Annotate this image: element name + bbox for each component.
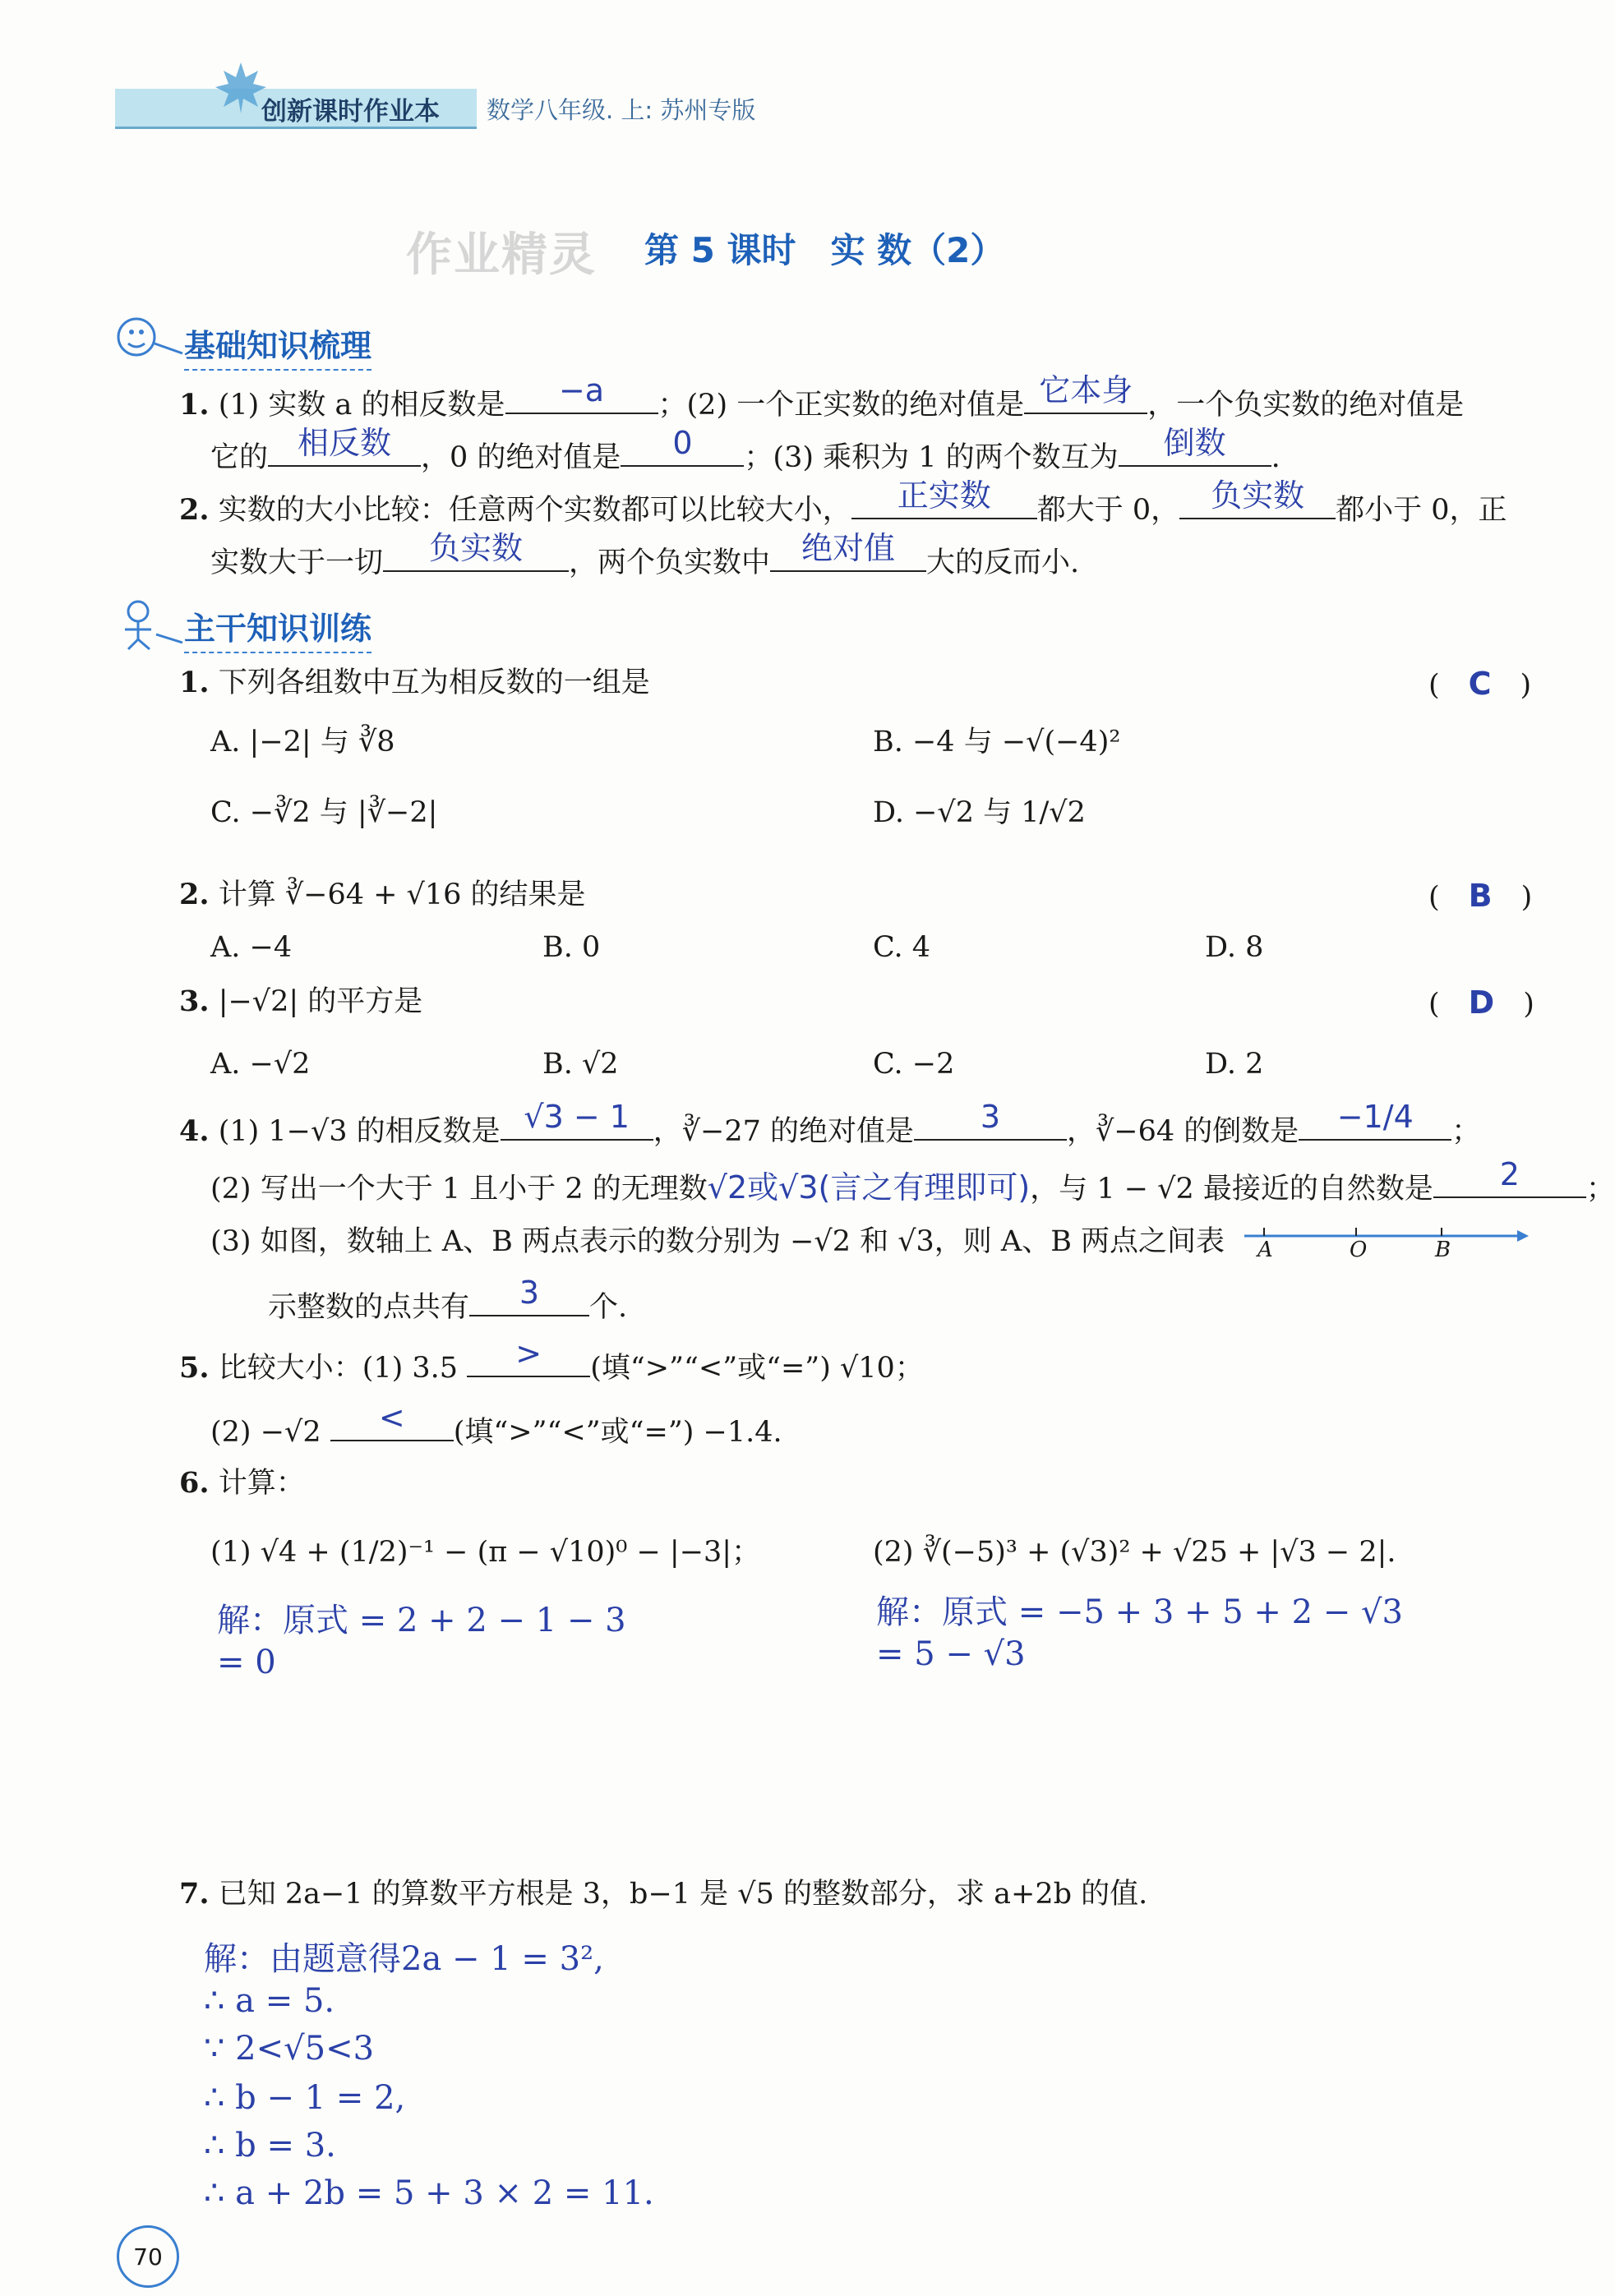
q-number: 1.: [179, 666, 210, 699]
answer-blank[interactable]: [914, 1099, 1067, 1141]
option-d[interactable]: D. 8: [1205, 931, 1264, 964]
answer: 3: [519, 1275, 540, 1311]
option-c[interactable]: C. −2: [873, 1048, 955, 1081]
text: ，∛−64 的倒数是: [1066, 1115, 1299, 1148]
text: 下列各组数中互为相反数的一组是: [218, 666, 650, 699]
text: 计算 ∛−64 + √16 的结果是: [218, 878, 586, 911]
answer: 负实数: [429, 530, 524, 566]
header-brand: 创新课时作业本: [261, 97, 440, 127]
text: ；(2) 一个正实数的绝对值是: [658, 389, 1025, 422]
main-q6-sol1-l1: 解：原式 = 2 + 2 − 1 − 3: [217, 1602, 626, 1639]
text: ，一个负实数的绝对值是: [1147, 389, 1465, 422]
main-q5-line1: [179, 1335, 924, 1387]
answer-blank[interactable]: [770, 530, 926, 572]
basic-q1-line1: [179, 372, 1465, 424]
main-q6-sol1-l2: = 0: [217, 1644, 276, 1681]
answer-paren: ( C ): [1428, 666, 1532, 702]
section-main-title: 主干知识训练: [184, 603, 371, 653]
main-q7-sol-l1: 解：由题意得2a − 1 = 3²,: [204, 1940, 604, 1978]
text: ；: [1585, 1173, 1615, 1206]
text: (2) 写出一个大于 1 且小于 2 的无理数: [210, 1173, 708, 1206]
text: |−√2| 的平方是: [218, 985, 423, 1018]
answer-paren: ( B ): [1428, 878, 1533, 914]
answer: −a: [558, 372, 605, 408]
option-b[interactable]: B. √2: [542, 1048, 619, 1081]
main-q7-sol-l3: ∵ 2<√5<3: [204, 2030, 375, 2068]
answer: 倒数: [1163, 425, 1226, 461]
basic-q2-line1: [179, 477, 1507, 529]
q-number: 1.: [179, 388, 210, 422]
answer-blank[interactable]: [1433, 1156, 1586, 1198]
answer: 它本身: [1039, 372, 1133, 408]
main-q4-line2: [210, 1156, 1615, 1208]
q-number: 6.: [179, 1466, 210, 1500]
text: (填“>”“<”或“=”) −1.4.: [453, 1416, 782, 1449]
watermark-logo: 作业精灵: [406, 228, 597, 282]
option-a[interactable]: A. −4: [210, 931, 293, 964]
main-q6-expr2: (2) ∛(−5)³ + (√3)² + √25 + |√3 − 2|.: [873, 1536, 1396, 1569]
text: (填“>”“<”或“=”) √10；: [590, 1352, 924, 1385]
answer-blank[interactable]: [851, 477, 1037, 519]
text: 大的反而小.: [926, 546, 1080, 579]
answer-blank[interactable]: [621, 425, 744, 467]
q-number: 2.: [179, 878, 210, 911]
header-subtitle: 数学八年级. 上: 苏州专版: [487, 96, 756, 124]
text: 它的: [210, 441, 269, 474]
page-number: 70: [133, 2243, 163, 2271]
answer-blank[interactable]: [1179, 477, 1336, 519]
main-q3-stem: [179, 983, 422, 1021]
text: .: [1271, 441, 1280, 474]
answer: 0: [672, 425, 693, 461]
section-icon: [113, 311, 186, 368]
answer: √2或√3(言之有理即可): [707, 1169, 1031, 1206]
answer-blank[interactable]: [383, 530, 569, 572]
text: 都大于 0，: [1036, 494, 1180, 527]
answer-paren: ( D ): [1428, 984, 1534, 1021]
option-c[interactable]: C. −∛2 与 |∛−2|: [210, 796, 438, 829]
q-number: 4.: [179, 1114, 210, 1148]
text: 示整数的点共有: [268, 1291, 470, 1324]
text: (2) −√2: [210, 1416, 321, 1449]
main-q6-sol2-l2: = 5 − √3: [876, 1635, 1026, 1673]
answer-blank[interactable]: [268, 425, 421, 467]
option-d[interactable]: D. 2: [1205, 1048, 1264, 1081]
main-q7-sol-l2: ∴ a = 5.: [204, 1982, 335, 2020]
main-q6-sol2-l1: 解：原式 = −5 + 3 + 5 + 2 − √3: [876, 1593, 1403, 1631]
answer: <: [378, 1399, 405, 1436]
answer-blank[interactable]: [330, 1399, 454, 1441]
q-number: 2.: [179, 493, 210, 527]
text: 计算：: [218, 1467, 305, 1500]
number-line: [1241, 1219, 1529, 1280]
text: ，0 的绝对值是: [421, 441, 621, 474]
q-number: 3.: [179, 984, 210, 1018]
option-b[interactable]: B. 0: [542, 931, 601, 964]
answer: B: [1468, 878, 1493, 914]
main-q7-sol-l4: ∴ b − 1 = 2,: [204, 2079, 406, 2117]
main-q6-stem: [179, 1464, 305, 1502]
text: 实数大于一切: [210, 546, 384, 579]
answer: 负实数: [1211, 477, 1305, 514]
section-icon: [113, 593, 186, 654]
main-q7-sol-l5: ∴ b = 3.: [204, 2127, 336, 2165]
basic-q2-line2: [210, 530, 1080, 582]
answer-blank[interactable]: [467, 1335, 590, 1377]
main-q4-line4: [268, 1275, 628, 1326]
main-q2-stem: [179, 876, 586, 914]
q-number: 5.: [179, 1351, 210, 1385]
section-basic-title: 基础知识梳理: [184, 320, 371, 371]
text: (1) 1−√3 的相反数是: [218, 1115, 501, 1148]
page-title: 第 5 课时 实 数（2）: [644, 230, 1005, 270]
main-q6-expr1: (1) √4 + (1/2)⁻¹ − (π − √10)⁰ − |−3|；: [210, 1536, 761, 1569]
answer: C: [1468, 666, 1492, 702]
answer: −1/4: [1336, 1099, 1414, 1135]
main-q7-stem: [179, 1875, 1147, 1913]
answer: 正实数: [897, 477, 991, 514]
main-q5-line2: [210, 1399, 782, 1451]
text: ，与 1 − √2 最接近的自然数是: [1030, 1173, 1433, 1206]
answer-blank[interactable]: [469, 1275, 589, 1316]
main-q4-line3: (3) 如图，数轴上 A、B 两点表示的数分别为 −√2 和 √3，则 A、B 两点之间表: [210, 1225, 1225, 1258]
text: (1) 实数 a 的相反数是: [218, 389, 505, 422]
answer: >: [515, 1335, 542, 1372]
option-c[interactable]: C. 4: [873, 931, 931, 964]
main-q1-stem: [179, 664, 650, 702]
option-a[interactable]: A. |−2| 与 ∛8: [210, 726, 395, 758]
answer: √3 − 1: [524, 1099, 630, 1135]
text: 比较大小：(1) 3.5: [218, 1352, 459, 1385]
answer-blank[interactable]: [505, 372, 658, 414]
q-number: 7.: [179, 1877, 210, 1911]
answer-blank[interactable]: [501, 1099, 653, 1141]
text: 都小于 0，正: [1336, 494, 1507, 527]
text: 实数的大小比较：任意两个实数都可以比较大小，: [218, 494, 851, 527]
page-number-badge: [117, 2225, 179, 2288]
answer: 绝对值: [801, 530, 896, 566]
axis-label-a: A: [1257, 1238, 1273, 1262]
axis-label-o: O: [1350, 1238, 1368, 1262]
answer: D: [1468, 984, 1495, 1021]
text: ，∛−27 的绝对值是: [653, 1115, 914, 1148]
text: ；: [1451, 1115, 1481, 1148]
answer: 2: [1499, 1156, 1520, 1192]
answer: 相反数: [298, 425, 392, 461]
answer-blank[interactable]: [1119, 425, 1271, 467]
main-q4-line1: [179, 1099, 1481, 1150]
option-d[interactable]: D. −√2 与 1/√2: [873, 796, 1086, 829]
axis-label-b: B: [1435, 1238, 1451, 1262]
answer: 3: [980, 1099, 1001, 1135]
text: ，两个负实数中: [569, 546, 771, 579]
main-q7-sol-l6: ∴ a + 2b = 5 + 3 × 2 = 11.: [204, 2174, 654, 2212]
text: 个.: [589, 1291, 628, 1324]
text: 已知 2a−1 的算数平方根是 3，b−1 是 √5 的整数部分，求 a+2b 的值.: [218, 1878, 1148, 1911]
answer-blank[interactable]: [1299, 1099, 1451, 1141]
answer-blank[interactable]: [1024, 372, 1147, 414]
text: ；(3) 乘积为 1 的两个数互为: [744, 441, 1119, 474]
basic-q1-line2: [210, 425, 1280, 477]
option-b[interactable]: B. −4 与 −√(−4)²: [873, 726, 1121, 758]
option-a[interactable]: A. −√2: [210, 1048, 311, 1081]
